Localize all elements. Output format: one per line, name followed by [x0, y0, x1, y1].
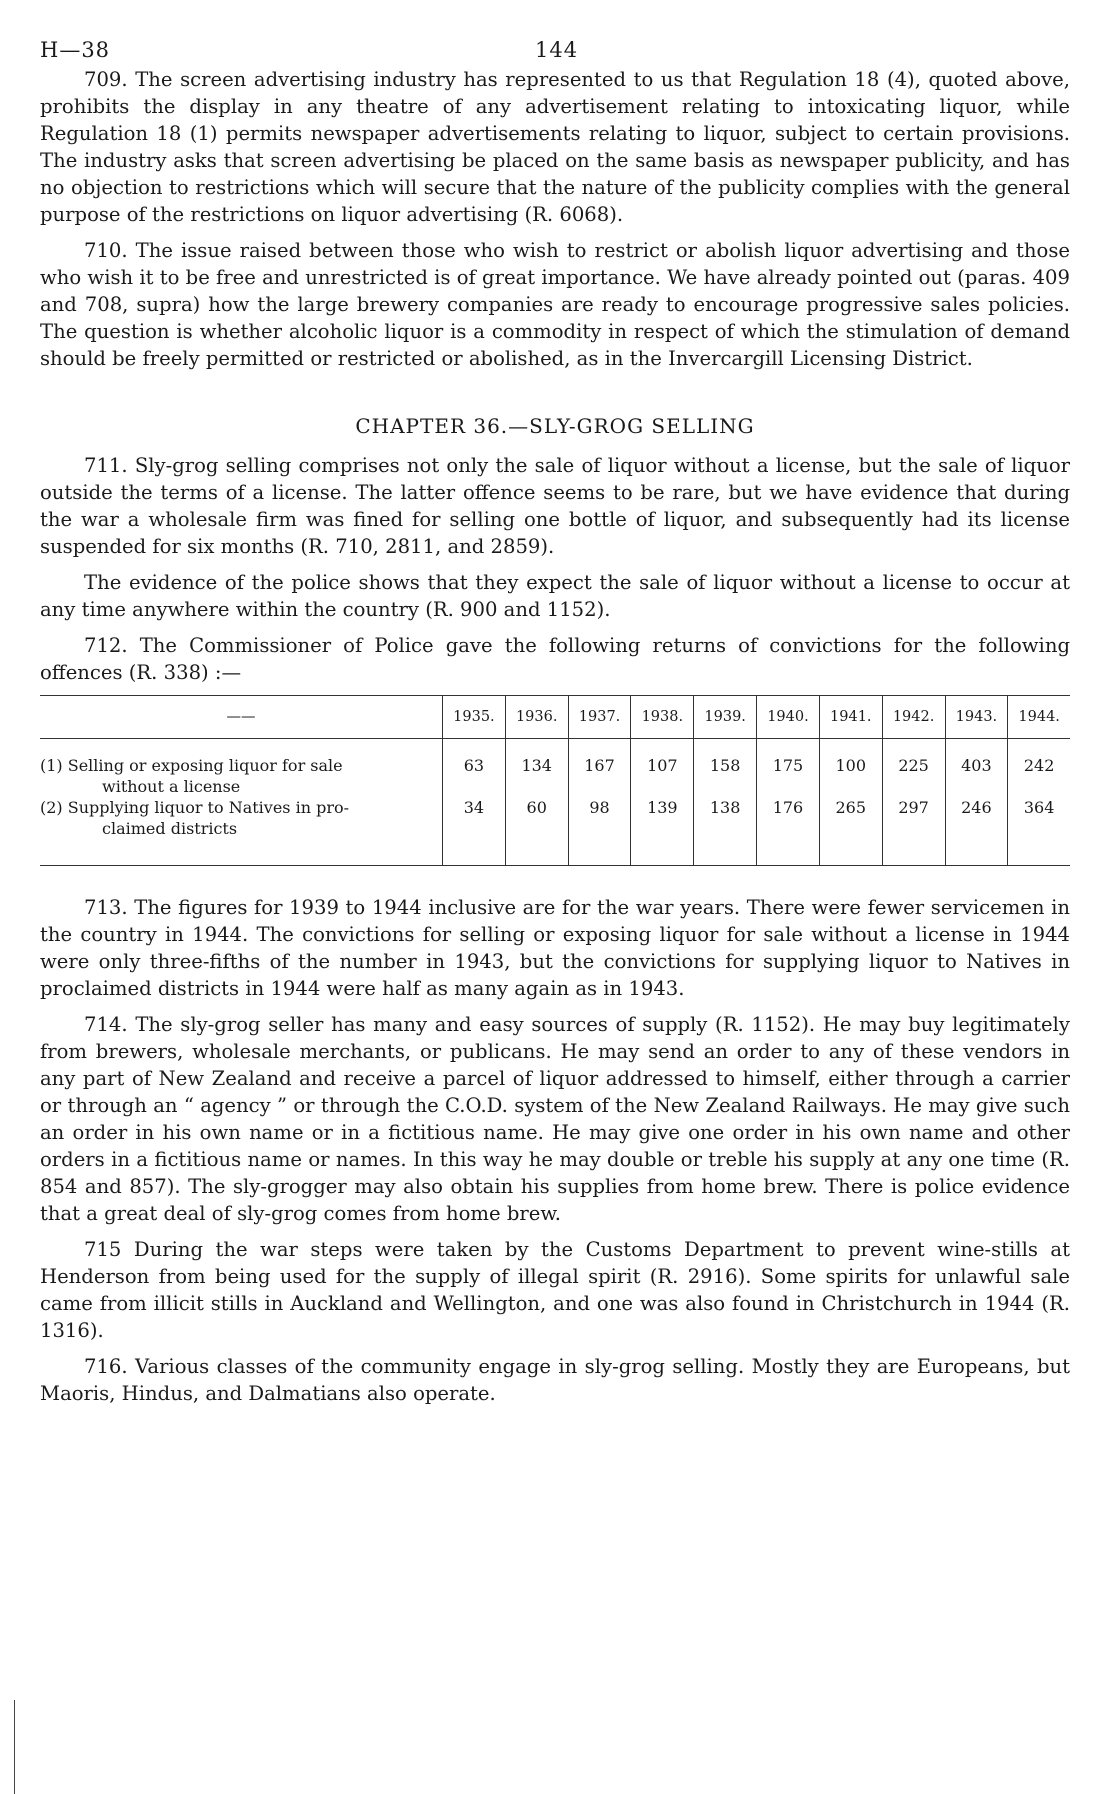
- report-code: H—38: [40, 38, 111, 62]
- year-header: 1939.: [694, 696, 757, 739]
- page-number: 144: [535, 38, 579, 62]
- running-header: [40, 38, 1070, 66]
- table-cell: 297: [882, 797, 945, 839]
- paragraph-709: 709. The screen advertising industry has represented to us that Regulation 18 (4), quoted above, prohibits the display in any theatre of any advertisement relating to intoxicating liquor, while Regulation 18 (1) permits newspaper advertisements relating to liquor, subject to certain provisions. The industry asks that screen advertising be placed on the same basis as newspaper publicity, and has no objection to restrictions which will secure that the nature of the publicity complies with the general purpose of the restrictions on liquor advertising (R. 6068).: [40, 68, 1070, 226]
- paragraph-716: 716. Various classes of the community engage in sly-grog selling. Mostly they are Europeans, but Maoris, Hindus, and Dalmatians also operate.: [40, 1355, 1070, 1405]
- table-row: [40, 755, 1070, 797]
- year-header: 1935.: [443, 696, 506, 739]
- margin-rule: [14, 1700, 15, 1794]
- table-cell: 60: [505, 797, 568, 839]
- year-header: 1942.: [882, 696, 945, 739]
- year-header: 1944.: [1008, 696, 1070, 739]
- table-cell: 63: [443, 755, 506, 797]
- paragraph-714: 714. The sly-grog seller has many and easy sources of supply (R. 1152). He may buy legitimately from brewers, wholesale merchants, or publicans. He may send an order to any of these vendors in any part of New Zealand and receive a parcel of liquor addressed to himself, either through a carrier or through an “ agency ” or through the C.O.D. system of the New Zealand Railways. He may give such an order in his own name or in a fictitious name. He may give one order in his own name and other orders in a fictitious name or names. In this way he may double or treble his supply at any one time (R. 854 and 857). The sly-grogger may also obtain his supplies from home brew. There is police evidence that a great deal of sly-grog comes from home brew.: [40, 1013, 1070, 1225]
- table-corner: ——: [40, 696, 443, 739]
- row-label: (1) Selling or exposing liquor for sale without a license: [40, 756, 343, 796]
- row-label: (2) Supplying liquor to Natives in pro- claimed districts: [40, 798, 350, 838]
- paragraph-713: 713. The figures for 1939 to 1944 inclusive are for the war years. There were fewer servicemen in the country in 1944. The convictions for selling or exposing liquor for sale without a license in 1944 were only three-fifths of the number in 1943, but the convictions for supplying liquor to Natives in proclaimed districts in 1944 were half as many again as in 1943.: [40, 896, 1070, 1000]
- table-cell: 139: [631, 797, 694, 839]
- table-cell: 134: [505, 755, 568, 797]
- year-header: 1937.: [568, 696, 631, 739]
- table-cell: 98: [568, 797, 631, 839]
- table-cell: 167: [568, 755, 631, 797]
- table-cell: 107: [631, 755, 694, 797]
- table-cell: 265: [819, 797, 882, 839]
- paragraph-715: 715 During the war steps were taken by the Customs Department to prevent wine-stills at Henderson from being used for the supply of illegal spirit (R. 2916). Some spirits for unlawful sale came from illicit stills in Auckland and Wellington, and one was also found in Christchurch in 1944 (R. 1316).: [40, 1238, 1070, 1342]
- year-header: 1943.: [945, 696, 1008, 739]
- table-cell: 100: [819, 755, 882, 797]
- table-cell: 246: [945, 797, 1008, 839]
- chapter-heading: CHAPTER 36.—SLY-GROG SELLING: [355, 414, 755, 438]
- table-cell: 34: [443, 797, 506, 839]
- paragraph-police-evidence: The evidence of the police shows that they expect the sale of liquor without a license to occur at any time anywhere within the country (R. 900 and 1152).: [40, 571, 1070, 621]
- table-cell: 403: [945, 755, 1008, 797]
- document-page: [40, 38, 1070, 1416]
- table-header-row: [40, 696, 1070, 739]
- table-cell: 175: [757, 755, 820, 797]
- table-cell: 138: [694, 797, 757, 839]
- year-header: 1941.: [819, 696, 882, 739]
- paragraph-712: 712. The Commissioner of Police gave the following returns of convictions for the following offences (R. 338) :—: [40, 634, 1070, 684]
- convictions-table: [40, 695, 1070, 866]
- year-header: 1936.: [505, 696, 568, 739]
- year-header: 1938.: [631, 696, 694, 739]
- table-cell: 176: [757, 797, 820, 839]
- paragraph-710: 710. The issue raised between those who wish to restrict or abolish liquor advertising and those who wish it to be free and unrestricted is of great importance. We have already pointed out (paras. 409 and 708, supra) how the large brewery companies are ready to encourage progressive sales policies. The question is whether alcoholic liquor is a commodity in respect of which the stimulation of demand should be freely permitted or restricted or abolished, as in the Invercargill Licensing District.: [40, 239, 1070, 370]
- table-cell: 158: [694, 755, 757, 797]
- table-row: [40, 797, 1070, 839]
- year-header: 1940.: [757, 696, 820, 739]
- table-cell: 364: [1008, 797, 1070, 839]
- table-cell: 225: [882, 755, 945, 797]
- paragraph-711: 711. Sly-grog selling comprises not only the sale of liquor without a license, but the sale of liquor outside the terms of a license. The latter offence seems to be rare, but we have evidence that during the war a wholesale firm was fined for selling one bottle of liquor, and subsequently had its license suspended for six months (R. 710, 2811, and 2859).: [40, 454, 1070, 558]
- table-cell: 242: [1008, 755, 1070, 797]
